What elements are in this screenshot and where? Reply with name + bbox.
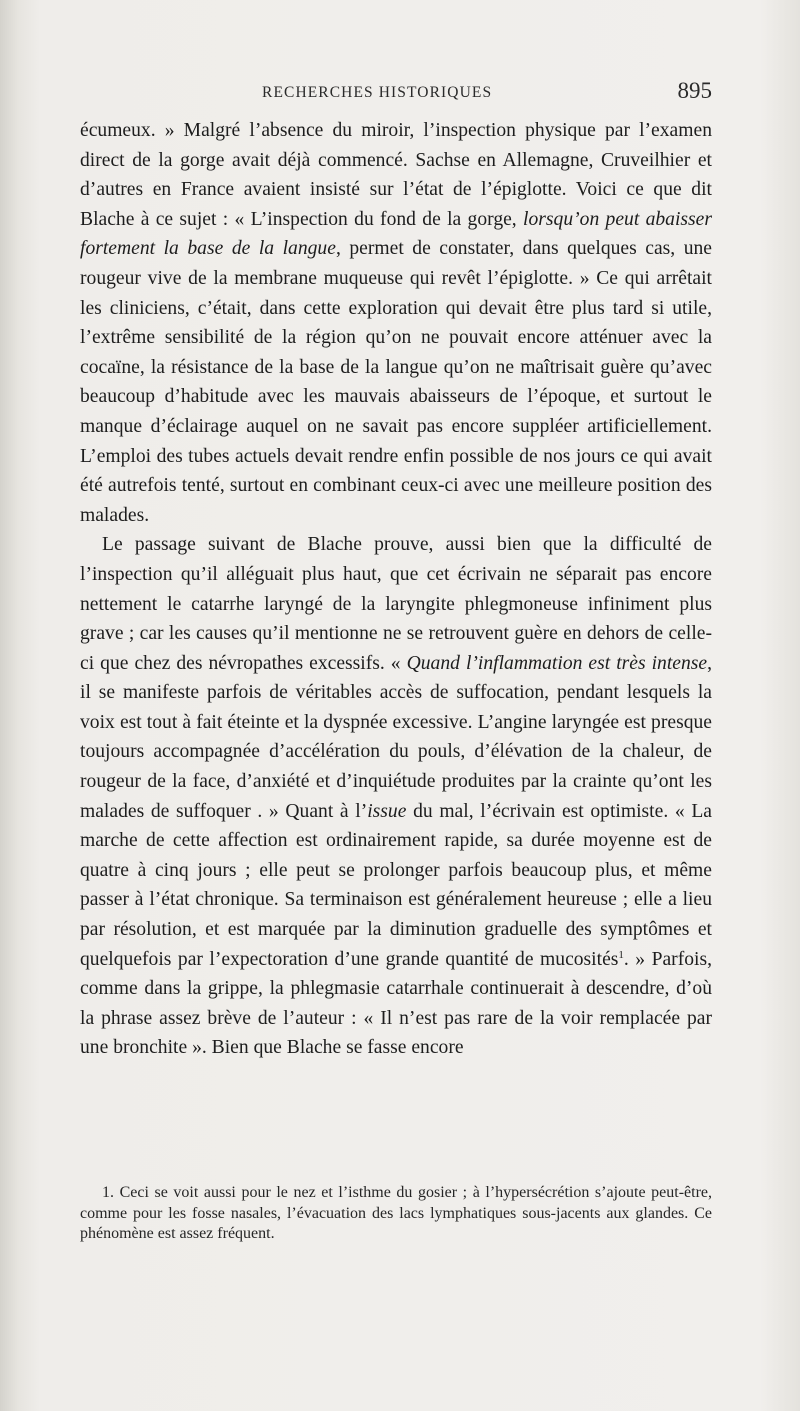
p1-text-b: , permet de constater, dans quelques cas, une rougeur vive de la membrane muqueuse qui revêt l’épiglotte. » Ce qui arrêtait les cliniciens, c’était, dans cette exploration qui devait être plus tard si utile, l’extrême sensibilité de la région qu’on ne pouvait encore atténuer avec la cocaïne, la résistance de la base de la langue qu’on ne maîtrisait guère qu’avec beaucoup d’habitude avec les mauvais abaisseurs de l’époque, et surtout le manque d’éclairage auquel on ne savait pas encore suppléer artificiellement. L’emploi des tubes actuels devait rendre enfin possible de nos jours ce qui avait été autrefois tenté, surtout en combinant ceux-ci avec une meilleure position des malades. (80, 238, 712, 526)
p2-text-b: , il se manifeste parfois de véritables accès de suffocation, pendant lesquels la voix est tout à fait éteinte et la dyspnée excessive. L’angine laryngée est presque toujours accompagnée d’accélération du pouls, d’élévation de la chaleur, de rougeur de la face, d’anxiété et d’inquiétude produites par la crainte qu’ont les malades de suffoquer . » Quant à l’ (80, 652, 712, 822)
footnote-text: Ceci se voit aussi pour le nez et l’isthme du gosier ; à l’hypersécrétion s’ajoute peut-être, comme pour les fosse nasales, l’évacuation des lacs lymphatiques sous-jacents aux glandes. Ce phénomène est assez fréquent. (80, 1184, 712, 1242)
p2-text-a: Le passage suivant de Blache prouve, aussi bien que la difficulté de l’inspection qu’il alléguait plus haut, que cet écrivain ne séparait pas encore nettement le catarrhe laryngé de la laryngite phlegmoneuse infiniment plus grave ; car les causes qu’il mentionne ne se retrouvent guère en dehors de celle-ci que chez des névropathes excessifs. « (80, 534, 712, 674)
p1-text-a: écumeux. » Malgré l’absence du miroir, l’inspection physique par l’examen direct de la gorge avait déjà commencé. Sachse en Allemagne, Cruveilhier et d’autres en France avaient insisté sur l’état de l’épiglotte. Voici ce que dit Blache à ce sujet : « L’inspection du fond de la gorge, (80, 120, 712, 230)
running-title: RECHERCHES HISTORIQUES (262, 84, 493, 101)
page-number: 895 (677, 78, 712, 103)
p2-italic-a: Quand l’inflammation est très intense (406, 652, 708, 674)
p2-text-c: du mal, l’écrivain est optimiste. « La marche de cette affection est ordinairement rapide, sa durée moyenne est de quatre à cinq jours ; elle peut se prolonger parfois beaucoup plus, et même passer à l’état chronique. Sa terminaison est généralement heureuse ; elle a lieu par résolution, et est marquée par la diminution graduelle des symptômes et quelquefois par l’expectoration d’une grande quantité de mucosités (80, 800, 712, 970)
p1-italic: lorsqu’on peut abaisser fortement la base de la langue (80, 208, 712, 260)
p2-italic-b: issue (367, 800, 407, 822)
footnote-marker: 1. (102, 1184, 114, 1201)
footnote (80, 1183, 712, 1245)
paragraph-2 (80, 530, 712, 1063)
p2-text-d: . » Parfois, comme dans la grippe, la phlegmasie catarrhale continuerait à descendre, d’où la phrase assez brève de l’auteur : « Il n’est pas rare de la voir remplacée par une bronchite ». Bien que Blache se fasse encore (80, 948, 713, 1059)
paragraph-1 (80, 116, 712, 530)
body-text (80, 116, 712, 1063)
running-head (80, 78, 712, 108)
footnote-reference: 1 (618, 948, 624, 961)
